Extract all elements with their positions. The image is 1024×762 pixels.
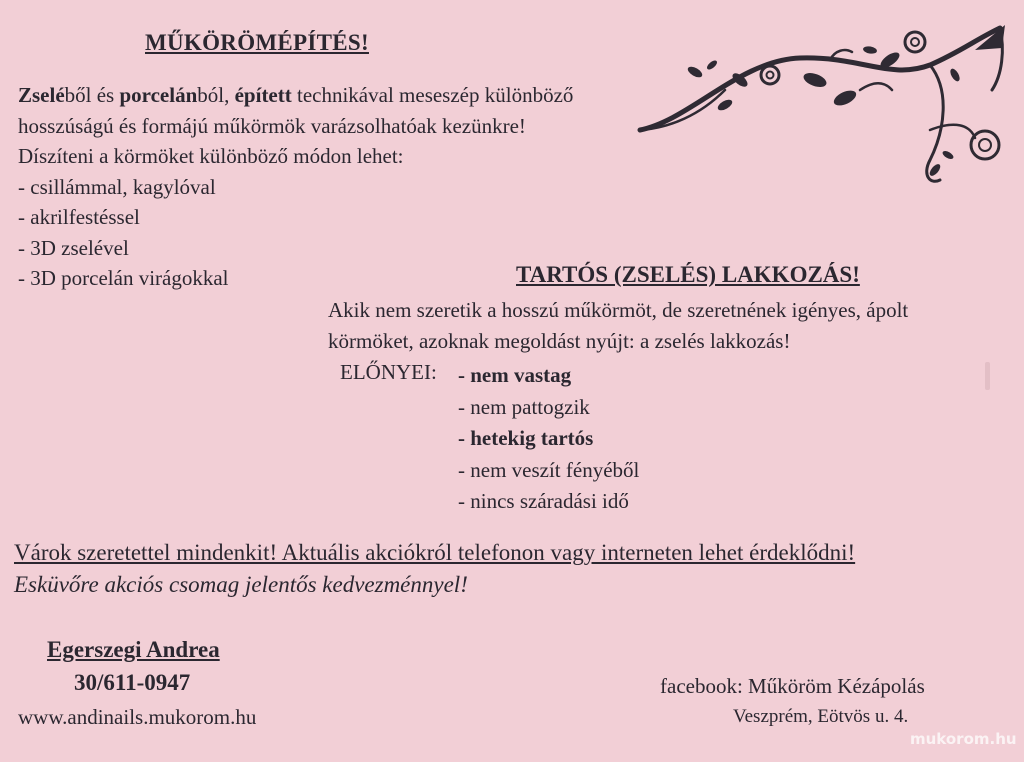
watermark: mukorom.hu	[910, 730, 1017, 748]
lakk-line-1: Akik nem szeretik a hosszú műkörmöt, de szeretnének igényes, ápolt	[328, 298, 909, 322]
benefit-item: - hetekig tartós	[458, 426, 594, 450]
decoration-list-item: - csillámmal, kagylóval	[18, 174, 216, 199]
intro-line-3: Díszíteni a körmöket különböző módon lehet:	[18, 144, 404, 168]
benefit-item: - nem pattogzik	[458, 394, 590, 419]
benefit-item: - nem vastag	[458, 363, 572, 387]
lakk-description	[328, 295, 908, 357]
intro-text	[18, 80, 573, 294]
contact-address: Veszprém, Eötvös u. 4.	[733, 706, 909, 727]
contact-phone: 30/611-0947	[74, 670, 191, 695]
invite-text: Várok szeretettel mindenkit! Aktuális akciókról telefonon vagy interneten lehet érdeklődni!	[14, 540, 856, 565]
contact-name: Egerszegi Andrea	[47, 637, 220, 662]
intro-line-1: Zseléből és porcelánból, épített technikával meseszép különböző	[18, 83, 574, 107]
decoration-list-item: - 3D zselével	[18, 235, 129, 260]
contact-facebook: facebook: Műköröm Kézápolás	[660, 674, 925, 698]
benefit-item: - nincs száradási idő	[458, 489, 629, 513]
scan-mark	[985, 362, 990, 390]
contact-website: www.andinails.mukorom.hu	[18, 705, 257, 729]
decoration-list-item: - 3D porcelán virágokkal	[18, 266, 229, 290]
benefits-label: ELŐNYEI:	[340, 360, 437, 384]
benefits-list	[458, 360, 639, 518]
lakk-line-2: körmöket, azoknak megoldást nyújt: a zselés lakkozás!	[328, 329, 791, 353]
benefit-item: - nem veszít fényéből	[458, 457, 640, 482]
floral-vine-icon	[630, 20, 1015, 195]
nail-title: MŰKÖRÖMÉPÍTÉS!	[145, 30, 369, 55]
decoration-list-item: - akrilfestéssel	[18, 205, 140, 229]
intro-line-2: hosszúságú és formájú műkörmök varázsolhatóak kezünkre!	[18, 113, 526, 138]
wedding-offer: Esküvőre akciós csomag jelentős kedvezménnyel!	[14, 572, 468, 597]
lakk-title: TARTÓS (ZSELÉS) LAKKOZÁS!	[516, 262, 860, 287]
